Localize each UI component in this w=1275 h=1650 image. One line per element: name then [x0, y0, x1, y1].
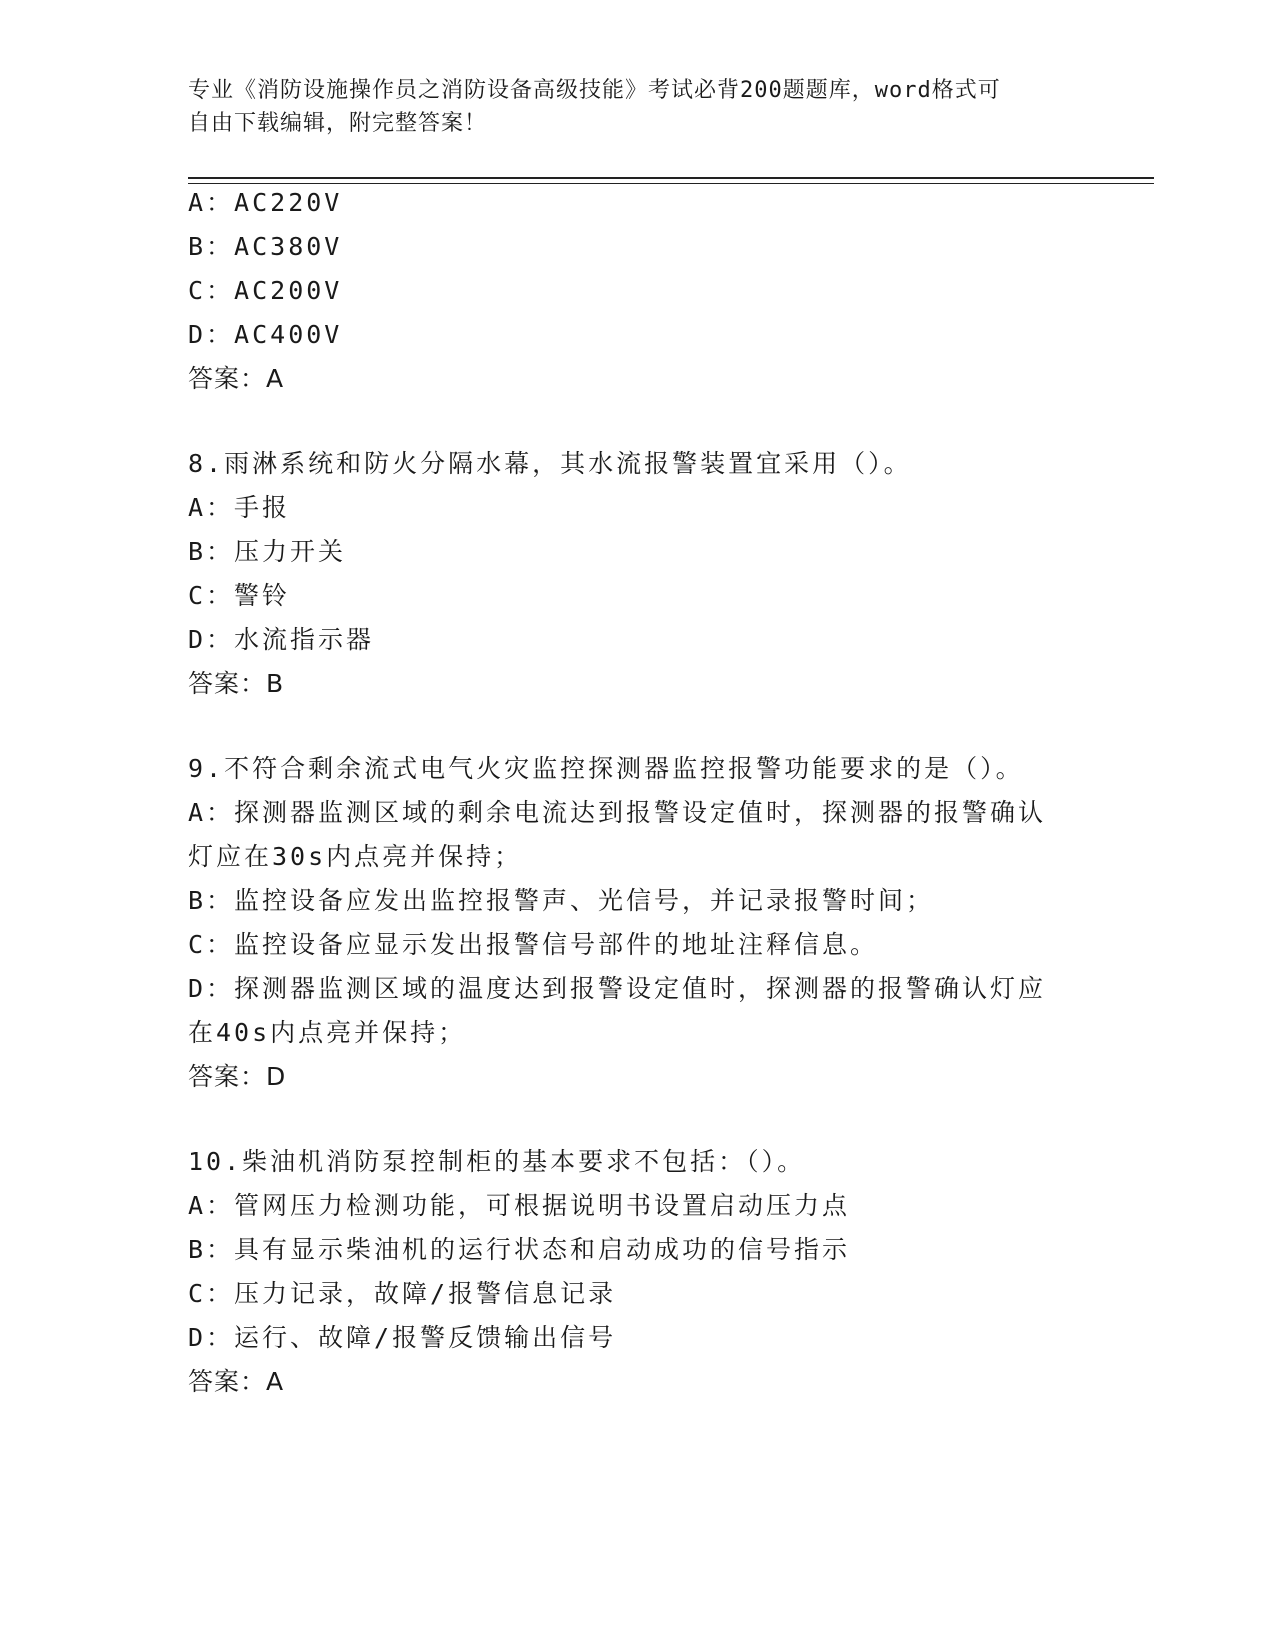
- q8-option-b: B：压力开关: [188, 537, 347, 566]
- q7-answer: 答案：A: [188, 364, 285, 393]
- q8-option-c: C：警铃: [188, 581, 291, 610]
- q9-option-b: B：监控设备应发出监控报警声、光信号，并记录报警时间；: [188, 886, 935, 915]
- q7-option-b: B：AC380V: [188, 232, 343, 261]
- document-header: [188, 74, 1068, 140]
- q8-question: 8.雨淋系统和防火分隔水幕，其水流报警装置宜采用（）。: [188, 449, 912, 478]
- q7-option-a: A：AC220V: [188, 188, 343, 217]
- q10-answer: 答案：A: [188, 1367, 285, 1396]
- q10-option-b: B：具有显示柴油机的运行状态和启动成功的信号指示: [188, 1235, 851, 1264]
- header-line-2: 自由下载编辑，附完整答案！: [188, 111, 488, 136]
- q9-option-a-line1: A：探测器监测区域的剩余电流达到报警设定值时，探测器的报警确认: [188, 798, 1047, 827]
- q8-option-a: A：手报: [188, 493, 291, 522]
- header-divider-thick: [188, 177, 1154, 179]
- q9-answer: 答案：D: [188, 1062, 287, 1091]
- q8-answer: 答案：B: [188, 669, 285, 698]
- q9-option-c: C：监控设备应显示发出报警信号部件的地址注释信息。: [188, 930, 879, 959]
- q7-option-c: C：AC200V: [188, 276, 343, 305]
- q10-option-d: D：运行、故障/报警反馈输出信号: [188, 1323, 617, 1352]
- q10-option-a: A：管网压力检测功能，可根据说明书设置启动压力点: [188, 1191, 851, 1220]
- q7-option-d: D：AC400V: [188, 320, 343, 349]
- q9-option-d-line2: 在40s内点亮并保持；: [188, 1018, 467, 1047]
- header-divider-thin: [188, 183, 1154, 184]
- q9-option-a-line2: 灯应在30s内点亮并保持；: [188, 842, 523, 871]
- q9-question: 9.不符合剩余流式电气火灾监控探测器监控报警功能要求的是（）。: [188, 754, 1024, 783]
- q9-option-d-line1: D：探测器监测区域的温度达到报警设定值时，探测器的报警确认灯应: [188, 974, 1047, 1003]
- header-line-1: 专业《消防设施操作员之消防设备高级技能》考试必背200题题库，word格式可: [188, 78, 1001, 103]
- q10-option-c: C：压力记录，故障/报警信息记录: [188, 1279, 617, 1308]
- q10-question: 10.柴油机消防泵控制柜的基本要求不包括：（）。: [188, 1147, 806, 1176]
- q8-option-d: D：水流指示器: [188, 625, 375, 654]
